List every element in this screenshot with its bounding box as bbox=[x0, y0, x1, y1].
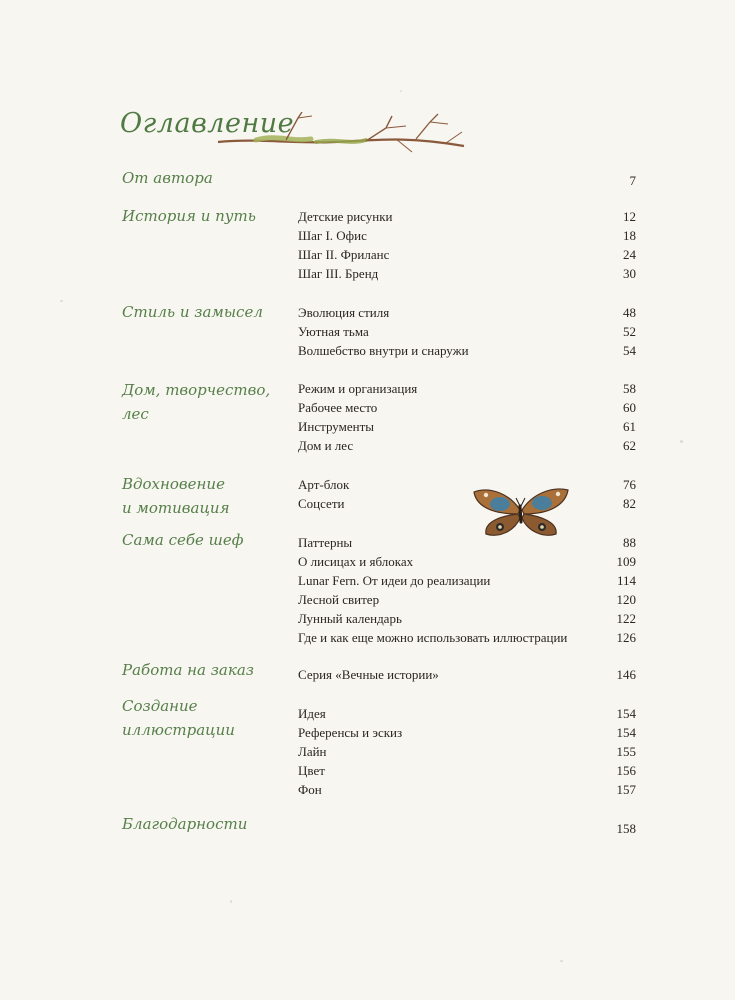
entry-label: Идея bbox=[298, 706, 326, 721]
entry-label: Рабочее место bbox=[298, 400, 378, 415]
page-number: 155 bbox=[616, 744, 636, 759]
toc-entry[interactable] bbox=[298, 780, 636, 799]
entry-label: Серия «Вечные истории» bbox=[298, 667, 439, 682]
paper-fleck bbox=[230, 900, 232, 903]
toc-entry[interactable] bbox=[298, 494, 636, 513]
entry-label: Шаг I. Офис bbox=[298, 228, 367, 243]
entry-label: Лайн bbox=[298, 744, 327, 759]
toc-entry[interactable] bbox=[298, 533, 636, 552]
toc-entry[interactable] bbox=[298, 723, 636, 742]
page-number: 122 bbox=[616, 611, 636, 626]
page-number: 24 bbox=[623, 247, 636, 262]
page-number: 82 bbox=[623, 496, 636, 511]
section-title: Дом, творчество, лес bbox=[122, 381, 271, 423]
entry-label: Референсы и эскиз bbox=[298, 725, 403, 740]
page-number: 60 bbox=[623, 400, 636, 415]
entry-label: Эволюция стиля bbox=[298, 305, 390, 320]
page-number: 154 bbox=[616, 725, 636, 740]
page-number: 62 bbox=[623, 438, 636, 453]
toc-entry[interactable] bbox=[298, 609, 636, 628]
toc-entry[interactable] bbox=[298, 665, 636, 684]
section-title: От автора bbox=[122, 169, 213, 187]
toc-entry[interactable] bbox=[298, 761, 636, 780]
page-number: 7 bbox=[629, 173, 636, 188]
entry-label: Фон bbox=[298, 782, 322, 797]
toc-entry[interactable] bbox=[298, 226, 636, 245]
toc-entry[interactable] bbox=[298, 552, 636, 571]
entry-label: Дом и лес bbox=[298, 438, 354, 453]
toc-entry[interactable] bbox=[298, 341, 636, 360]
paper-fleck bbox=[560, 960, 563, 962]
page-number: 154 bbox=[616, 706, 636, 721]
toc-entry[interactable] bbox=[298, 398, 636, 417]
toc-entry[interactable] bbox=[298, 303, 636, 322]
entry-label: Детские рисунки bbox=[298, 209, 393, 224]
page-number: 54 bbox=[623, 343, 636, 358]
page-number: 156 bbox=[616, 763, 636, 778]
entry-label: Паттерны bbox=[298, 535, 353, 550]
section-title: Сама себе шеф bbox=[122, 531, 244, 549]
entry-label: Шаг III. Бренд bbox=[298, 266, 379, 281]
page-number: 18 bbox=[623, 228, 636, 243]
entry-label: О лисицах и яблоках bbox=[298, 554, 414, 569]
toc-entry[interactable] bbox=[298, 590, 636, 609]
page-number: 157 bbox=[616, 782, 636, 797]
page-number: 120 bbox=[616, 592, 636, 607]
page-title: Оглавление bbox=[120, 108, 295, 139]
paper-fleck bbox=[680, 440, 683, 443]
section-title: Вдохновение и мотивация bbox=[122, 475, 230, 517]
entry-label: Где и как еще можно использовать иллюстрации bbox=[298, 630, 568, 645]
entry-label: Цвет bbox=[298, 763, 325, 778]
entry-label: Шаг II. Фриланс bbox=[298, 247, 390, 262]
page-number: 48 bbox=[623, 305, 636, 320]
entry-label: Лесной свитер bbox=[298, 592, 380, 607]
toc-entry[interactable] bbox=[298, 245, 636, 264]
page-number: 114 bbox=[616, 573, 636, 588]
page-number: 58 bbox=[623, 381, 636, 396]
toc-entry[interactable] bbox=[298, 322, 636, 341]
entry-label: Лунный календарь bbox=[298, 611, 402, 626]
entry-label: Уютная тьма bbox=[298, 324, 369, 339]
page-number: 76 bbox=[623, 477, 636, 492]
toc-entry[interactable] bbox=[298, 207, 636, 226]
toc-entry[interactable] bbox=[298, 475, 636, 494]
section-title: Благодарности bbox=[122, 815, 248, 833]
entry-label: Арт-блок bbox=[298, 477, 350, 492]
entry-label: Волшебство внутри и снаружи bbox=[298, 343, 469, 358]
toc-entry[interactable] bbox=[298, 417, 636, 436]
toc-entry[interactable] bbox=[298, 264, 636, 283]
toc-entry[interactable] bbox=[298, 571, 636, 590]
section-title: Создание иллюстрации bbox=[122, 697, 235, 739]
page-number: 61 bbox=[623, 419, 636, 434]
page-number: 12 bbox=[623, 209, 636, 224]
page-number: 88 bbox=[623, 535, 636, 550]
toc-entry[interactable] bbox=[298, 742, 636, 761]
toc-entry[interactable] bbox=[298, 436, 636, 455]
entry-label: Соцсети bbox=[298, 496, 345, 511]
paper-fleck bbox=[60, 300, 63, 302]
page-number: 30 bbox=[623, 266, 636, 281]
section-title: Стиль и замысел bbox=[122, 303, 263, 321]
toc-entry[interactable] bbox=[298, 379, 636, 398]
page-number: 52 bbox=[623, 324, 636, 339]
mossy-branch-illustration bbox=[216, 112, 466, 158]
section-title: История и путь bbox=[122, 207, 256, 225]
page-number: 146 bbox=[616, 667, 636, 682]
toc-entry[interactable] bbox=[298, 704, 636, 723]
paper-fleck bbox=[400, 90, 402, 92]
entry-label: Lunar Fern. От идеи до реализации bbox=[298, 573, 491, 588]
toc-entry[interactable] bbox=[298, 628, 636, 647]
page-number: 126 bbox=[616, 630, 636, 645]
entry-label: Инструменты bbox=[298, 419, 374, 434]
entry-label: Режим и организация bbox=[298, 381, 418, 396]
page-number: 109 bbox=[616, 554, 636, 569]
page-number: 158 bbox=[616, 821, 636, 836]
section-title: Работа на заказ bbox=[122, 661, 254, 679]
